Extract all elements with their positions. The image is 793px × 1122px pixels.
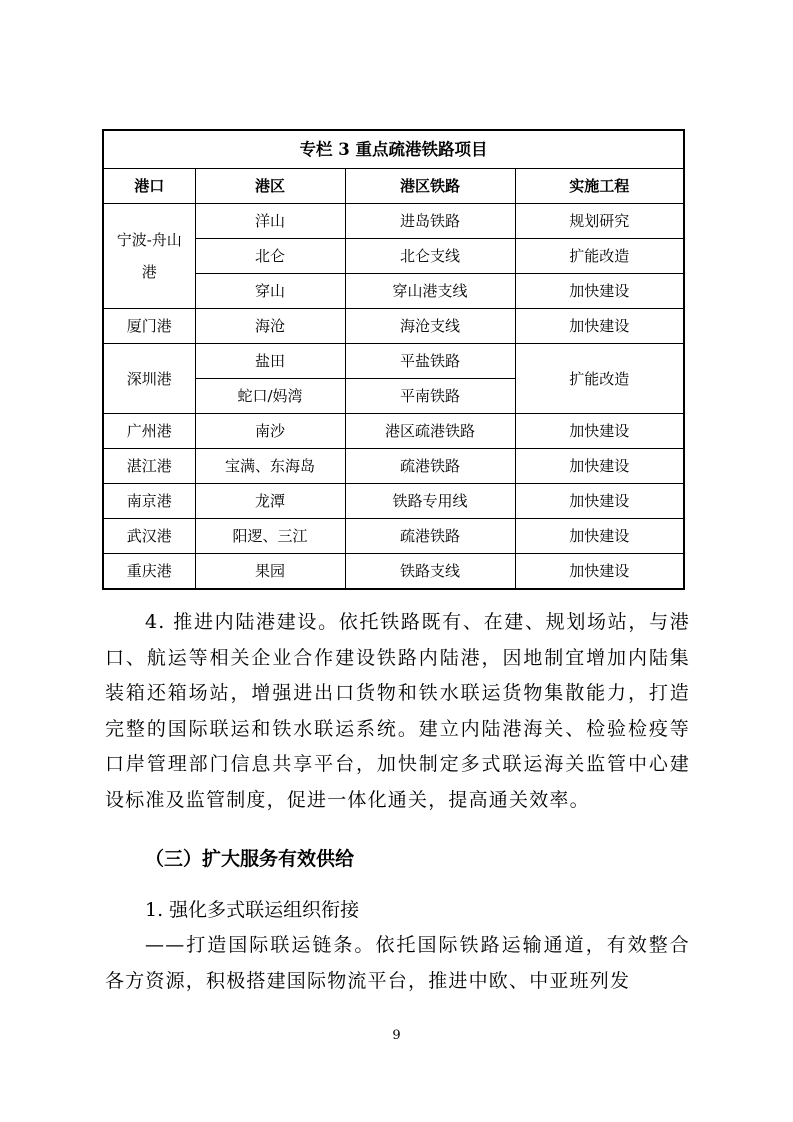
railway-cell: 穿山港支线 (345, 274, 515, 309)
railway-cell: 铁路专用线 (345, 484, 515, 519)
district-cell: 龙潭 (195, 484, 345, 519)
project-cell: 加快建设 (515, 554, 684, 590)
header-railway: 港区铁路 (345, 169, 515, 204)
table-row (103, 484, 684, 519)
table-row (103, 344, 684, 379)
district-cell: 盐田 (195, 344, 345, 379)
railway-cell: 疏港铁路 (345, 519, 515, 554)
district-cell: 蛇口/妈湾 (195, 379, 345, 414)
project-cell: 加快建设 (515, 274, 684, 309)
project-cell: 加快建设 (515, 449, 684, 484)
port-cell: 深圳港 (103, 344, 195, 414)
header-district: 港区 (195, 169, 345, 204)
project-cell: 加快建设 (515, 309, 684, 344)
paragraph-international-chain: ——打造国际联运链条。依托国际铁路运输通道，有效整合各方资源，积极搭建国际物流平台，推进中欧、中亚班列发 (105, 934, 690, 992)
district-cell: 南沙 (195, 414, 345, 449)
table-row (103, 554, 684, 590)
district-cell: 北仑 (195, 239, 345, 274)
district-cell: 宝满、东海岛 (195, 449, 345, 484)
table-title: 专栏 3 重点疏港铁路项目 (103, 130, 684, 169)
header-port: 港口 (103, 169, 195, 204)
district-cell: 果园 (195, 554, 345, 590)
project-cell: 加快建设 (515, 414, 684, 449)
district-cell: 洋山 (195, 204, 345, 239)
district-cell: 阳逻、三江 (195, 519, 345, 554)
railway-cell: 进岛铁路 (345, 204, 515, 239)
subheading-1: 1. 强化多式联运组织衔接 (145, 899, 360, 921)
railway-cell: 港区疏港铁路 (345, 414, 515, 449)
port-cell: 广州港 (103, 414, 195, 449)
railway-cell: 疏港铁路 (345, 449, 515, 484)
port-cell: 宁波-舟山港 (103, 204, 195, 309)
port-cell: 武汉港 (103, 519, 195, 554)
port-cell: 重庆港 (103, 554, 195, 590)
table-row (103, 414, 684, 449)
district-cell: 海沧 (195, 309, 345, 344)
railway-cell: 海沧支线 (345, 309, 515, 344)
railway-cell: 北仑支线 (345, 239, 515, 274)
table-header-row (103, 169, 684, 204)
port-cell: 厦门港 (103, 309, 195, 344)
table-row (103, 519, 684, 554)
railway-cell: 平盐铁路 (345, 344, 515, 379)
port-cell: 湛江港 (103, 449, 195, 484)
table-row (103, 309, 684, 344)
paragraph-inland-port: 4. 推进内陆港建设。依托铁路既有、在建、规划场站，与港口、航运等相关企业合作建设铁路内陆港，因地制宜增加内陆集装箱还箱场站，增强进出口货物和铁水联运货物集散能力，打造完整的国际联运和铁水联运系统。建立内陆港海关、检验检疫等口岸管理部门信息共享平台，加快制定多式联运海关监管中心建设标准及监管制度，促进一体化通关，提高通关效率。 (105, 611, 690, 811)
key-railway-table (102, 129, 685, 590)
district-cell: 穿山 (195, 274, 345, 309)
project-cell: 加快建设 (515, 484, 684, 519)
railway-cell: 铁路支线 (345, 554, 515, 590)
project-cell: 加快建设 (515, 519, 684, 554)
port-cell: 南京港 (103, 484, 195, 519)
railway-cell: 平南铁路 (345, 379, 515, 414)
project-cell: 规划研究 (515, 204, 684, 239)
project-cell: 扩能改造 (515, 344, 684, 414)
project-cell: 扩能改造 (515, 239, 684, 274)
header-project: 实施工程 (515, 169, 684, 204)
page-number: 9 (392, 1028, 401, 1043)
table-row (103, 449, 684, 484)
section-heading-3: （三）扩大服务有效供给 (145, 848, 355, 870)
table-row (103, 204, 684, 239)
